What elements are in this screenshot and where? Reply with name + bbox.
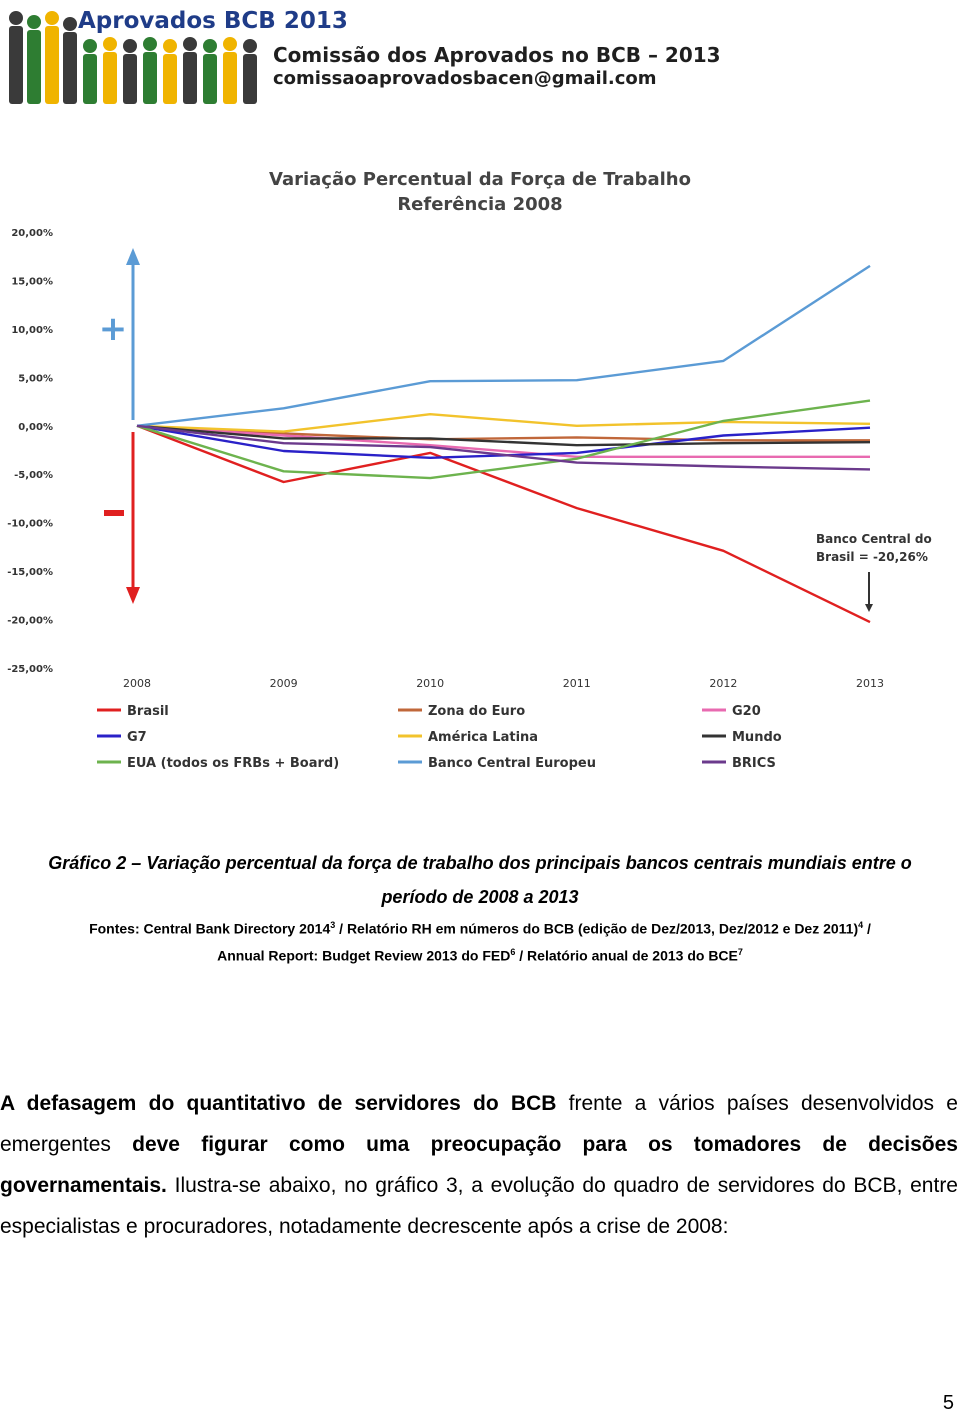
plus-sign-icon: +: [98, 309, 128, 349]
x-tick-label: 2008: [123, 677, 151, 690]
series-lines: [137, 266, 870, 622]
page-number: 5: [942, 1392, 954, 1414]
legend-label: Banco Central Europeu: [428, 756, 596, 771]
series-line-mundo: [137, 426, 870, 445]
footnote-ref-3: 3: [330, 920, 336, 930]
footnote-ref-6: 6: [510, 947, 516, 957]
y-tick-label: -5,00%: [14, 470, 53, 482]
org-email: comissaoaprovadosbacen@gmail.com: [273, 68, 657, 89]
y-tick-label: 0,00%: [18, 421, 53, 433]
chart-subtitle: Referência 2008: [397, 194, 563, 215]
x-tick-label: 2012: [709, 677, 738, 690]
labor-force-chart: [0, 150, 960, 790]
sources-line-2: [0, 947, 960, 964]
minus-sign-icon: [104, 510, 124, 516]
figure-caption-line-2: período de 2008 a 2013: [381, 887, 579, 907]
chart-legend: [97, 704, 782, 771]
sources-text-1: Fontes: Central Bank Directory 2014: [89, 920, 331, 937]
sources-line-1: [0, 920, 960, 937]
y-tick-label: 20,00%: [11, 228, 53, 239]
y-tick-label: -20,00%: [7, 615, 53, 627]
x-tick-label: 2010: [416, 677, 445, 690]
x-tick-label: 2013: [856, 677, 884, 690]
sources-text-5: / Relatório anual de 2013 do BCE: [515, 947, 738, 964]
legend-label: G20: [732, 704, 761, 719]
y-tick-label: 10,00%: [11, 324, 53, 336]
org-name: Comissão dos Aprovados no BCB – 2013: [273, 43, 721, 67]
paragraph-text-2: Ilustra-se abaixo, no gráfico 3, a evolução do quadro de servidores do BCB, entre especialistas e procuradores, notadamente decrescente após a crise de 2008:: [0, 1174, 958, 1238]
x-tick-label: 2011: [562, 677, 591, 690]
footnote-ref-7: 7: [737, 947, 743, 957]
y-tick-label: -15,00%: [7, 567, 53, 579]
legend-label: Brasil: [127, 704, 169, 719]
legend-label: G7: [127, 730, 147, 745]
y-tick-label: -10,00%: [7, 518, 53, 530]
x-axis-ticks: [123, 677, 884, 690]
figure-caption-line-1: Gráfico 2 – Variação percentual da força de trabalho dos principais bancos centrais mundiais entre o: [48, 853, 912, 873]
paragraph-bold-2: deve figurar como uma preocupação para os tomadores de decisões governamentais.: [0, 1133, 958, 1197]
legend-label: BRICS: [732, 756, 776, 771]
paragraph-text-1: frente a vários países desenvolvidos e emergentes: [0, 1092, 958, 1156]
annotation-line-2: Brasil = -20,26%: [816, 550, 928, 564]
down-arrow-head: [126, 587, 140, 604]
up-arrow-head: [126, 248, 140, 265]
y-tick-label: -25,00%: [7, 664, 53, 675]
body-paragraph: [0, 1083, 958, 1247]
y-axis-ticks: [7, 228, 53, 675]
page-header: [0, 0, 960, 115]
sources-text-3: /: [863, 920, 871, 937]
annotation-arrow-head: [865, 604, 873, 612]
sources-text-4: Annual Report: Budget Review 2013 do FED: [217, 947, 511, 964]
paragraph-bold-1: A defasagem do quantitativo de servidores do BCB: [0, 1092, 557, 1115]
footnote-ref-4: 4: [858, 920, 864, 930]
legend-label: Mundo: [732, 730, 782, 745]
y-tick-label: 5,00%: [18, 373, 53, 385]
sources-text-2: / Relatório RH em números do BCB (edição de Dez/2013, Dez/2012 e Dez 2011): [335, 920, 859, 937]
chart-title: Variação Percentual da Força de Trabalho: [269, 169, 691, 190]
series-line-banco-central-europeu: [137, 266, 870, 426]
legend-label: América Latina: [428, 730, 539, 745]
annotation-line-1: Banco Central do: [816, 532, 932, 546]
logo-title: Aprovados BCB 2013: [78, 8, 348, 34]
x-tick-label: 2009: [269, 677, 298, 690]
y-tick-label: 15,00%: [11, 276, 53, 288]
legend-label: Zona do Euro: [428, 704, 526, 719]
legend-label: EUA (todos os FRBs + Board): [127, 756, 340, 771]
